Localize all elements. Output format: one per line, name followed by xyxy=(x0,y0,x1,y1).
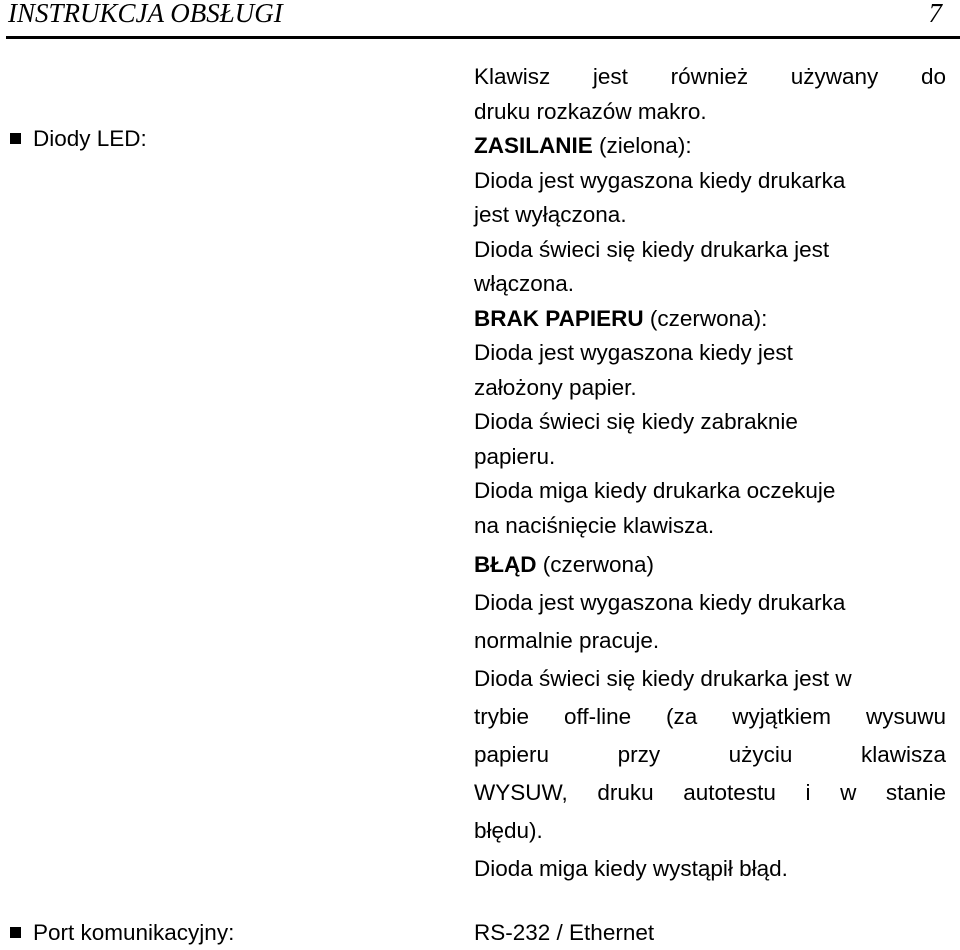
led-label-text: Diody LED: xyxy=(33,126,147,151)
header-divider xyxy=(6,36,960,39)
paper-led-line-1: Dioda jest wygaszona kiedy jest xyxy=(474,340,793,365)
error-led-line-3: Dioda świeci się kiedy drukarka jest w xyxy=(474,666,852,691)
power-led-line-1: Dioda jest wygaszona kiedy drukarka xyxy=(474,167,846,193)
page-number: 7 xyxy=(928,0,942,28)
bullet-icon xyxy=(10,927,21,938)
paper-led-heading xyxy=(474,302,946,337)
intro-line-1: Klawisz jest również używany do xyxy=(474,64,946,89)
page-header-title: INSTRUKCJA OBSŁUGI xyxy=(8,0,283,28)
error-led-color: (czerwona) xyxy=(542,552,655,577)
intro-line-2: druku rozkazów makro. xyxy=(474,98,707,124)
port-value: RS-232 / Ethernet xyxy=(474,920,655,945)
paper-led-line-4: papieru. xyxy=(474,443,556,469)
error-led-line-1: Dioda jest wygaszona kiedy drukarka xyxy=(474,590,846,615)
power-led-color: (zielona): xyxy=(599,133,692,158)
error-led-name: BŁĄD xyxy=(474,552,537,577)
paper-led-line-3: Dioda świeci się kiedy zabraknie xyxy=(474,409,798,434)
error-led-line-2: normalnie pracuje. xyxy=(474,628,660,653)
power-led-line-4: włączona. xyxy=(474,271,575,296)
paper-led-line-5: Dioda miga kiedy drukarka oczekuje xyxy=(474,478,836,503)
power-led-heading xyxy=(474,129,946,164)
port-section-label xyxy=(10,918,234,948)
led-section-label xyxy=(10,124,147,154)
power-led-line-2: jest wyłączona. xyxy=(474,202,627,227)
error-led-line-4: trybie off-line (za wyjątkiem wysuwu xyxy=(474,704,946,729)
error-led-line-8: Dioda miga kiedy wystąpił błąd. xyxy=(474,856,788,881)
paper-led-color: (czerwona): xyxy=(649,305,768,331)
port-label-text: Port komunikacyjny: xyxy=(33,920,235,945)
bullet-icon xyxy=(10,133,21,144)
error-led-line-7: błędu). xyxy=(474,818,543,843)
paper-led-line-6: na naciśnięcie klawisza. xyxy=(474,512,715,538)
led-description-block-2 xyxy=(474,546,946,888)
error-led-line-5: papieru przy użyciu klawisza xyxy=(474,742,946,767)
led-description-block-1 xyxy=(474,60,946,543)
error-led-heading xyxy=(474,546,946,584)
paper-led-name: BRAK PAPIERU xyxy=(474,305,644,331)
power-led-name: ZASILANIE xyxy=(474,133,593,158)
paper-led-line-2: założony papier. xyxy=(474,374,637,400)
power-led-line-3: Dioda świeci się kiedy drukarka jest xyxy=(474,236,830,262)
error-led-line-6: WYSUW, druku autotestu i w stanie xyxy=(474,780,946,805)
